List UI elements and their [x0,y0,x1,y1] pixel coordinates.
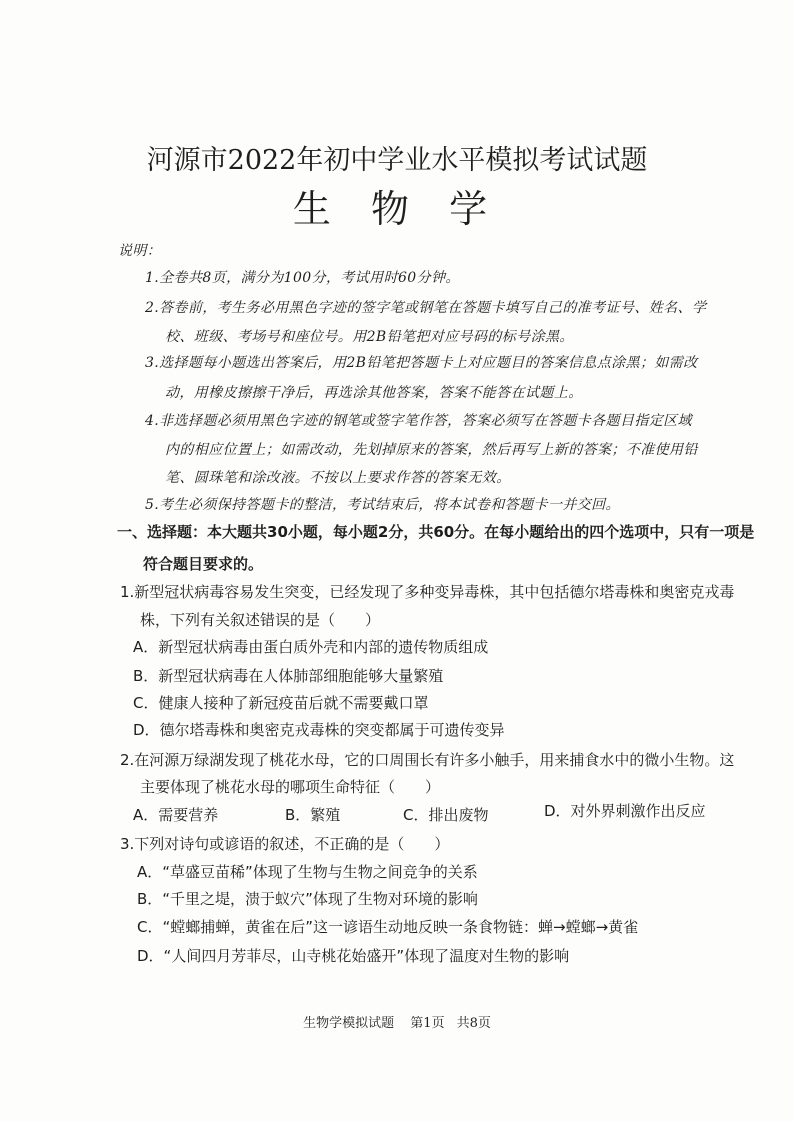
option-c: C．健康人接种了新冠疫苗后就不需要戴口罩 [133,694,429,712]
exam-title: 河源市2022年初中学业水平模拟考试试题 [146,145,648,176]
option-a: A．“草盛豆苗稀”体现了生物与生物之间竞争的关系 [137,863,478,881]
footer-page-number: 第1页 [410,1016,445,1031]
option-c: C．排出废物 [403,806,489,824]
option-a: A．需要营养 [133,806,219,824]
instructions-heading: 说明： [118,243,162,259]
instruction-line: 3.选择题每小题选出答案后，用2B铅笔把答题卡上对应题目的答案信息点涂黑；如需改 [145,355,698,371]
option-b: B．“千里之堤，溃于蚁穴”体现了生物对环境的影响 [137,890,478,908]
instruction-line: 动，用橡皮擦擦干净后，再选涂其他答案，答案不能答在试题上。 [165,385,583,401]
option-c: C．“螳螂捕蝉，黄雀在后”这一谚语生动地反映一条食物链：蝉→螳螂→黄雀 [137,918,639,936]
footer-exam-name: 生物学模拟试题 [303,1016,395,1031]
option-b: B．繁殖 [285,806,341,824]
instruction-line: 1.全卷共8页，满分为100分，考试用时60分钟。 [145,270,460,286]
instruction-line: 校、班级、考场号和座位号。用2B铅笔把对应号码的标号涂黑。 [165,329,574,345]
instruction-line: 笔、圆珠笔和涂改液。不按以上要求作答的答案无效。 [165,470,511,486]
question-stem: 3.下列对诗句或谚语的叙述，不正确的是（ ） [120,835,450,853]
question-stem: 主要体现了桃花水母的哪项生命特征（ ） [140,778,441,796]
option-d: D．对外界刺激作出反应 [544,802,706,820]
section-line: 符合题目要求的。 [143,555,264,573]
footer-total-pages: 共8页 [456,1016,491,1031]
page-footer [0,1012,794,1031]
exam-subject: 生 物 学 [292,187,502,231]
instruction-line: 内的相应位置上；如需改动，先划掉原来的答案，然后再写上新的答案；不准使用铅 [165,442,698,458]
option-d: D．“人间四月芳菲尽，山寺桃花始盛开”体现了温度对生物的影响 [137,947,570,965]
section-line: 一、选择题：本大题共30小题，每小题2分，共60分。在每小题给出的四个选项中，只有一项是 [117,523,755,541]
option-d: D．德尔塔毒株和奥密克戎毒株的突变都属于可遗传变异 [133,721,505,739]
option-a: A．新型冠状病毒由蛋白质外壳和内部的遗传物质组成 [133,638,489,656]
question-stem: 1.新型冠状病毒容易发生突变，已经发现了多种变异毒株，其中包括德尔塔毒株和奥密克戎毒 [120,583,735,601]
instruction-line: 5.考生必须保持答题卡的整洁，考试结束后，将本试卷和答题卡一并交回。 [145,497,620,513]
instruction-line: 4.非选择题必须用黑色字迹的钢笔或签字笔作答，答案必须写在答题卡各题目指定区域 [145,413,692,429]
question-stem: 株，下列有关叙述错误的是（ ） [140,611,381,629]
option-b: B．新型冠状病毒在人体肺部细胞能够大量繁殖 [133,667,444,685]
question-stem: 2.在河源万绿湖发现了桃花水母，它的口周围长有许多小触手，用来捕食水中的微小生物。这 [120,751,735,769]
instruction-line: 2.答卷前，考生务必用黑色字迹的签字笔或钢笔在答题卡填写自己的准考证号、姓名、学 [145,300,707,316]
